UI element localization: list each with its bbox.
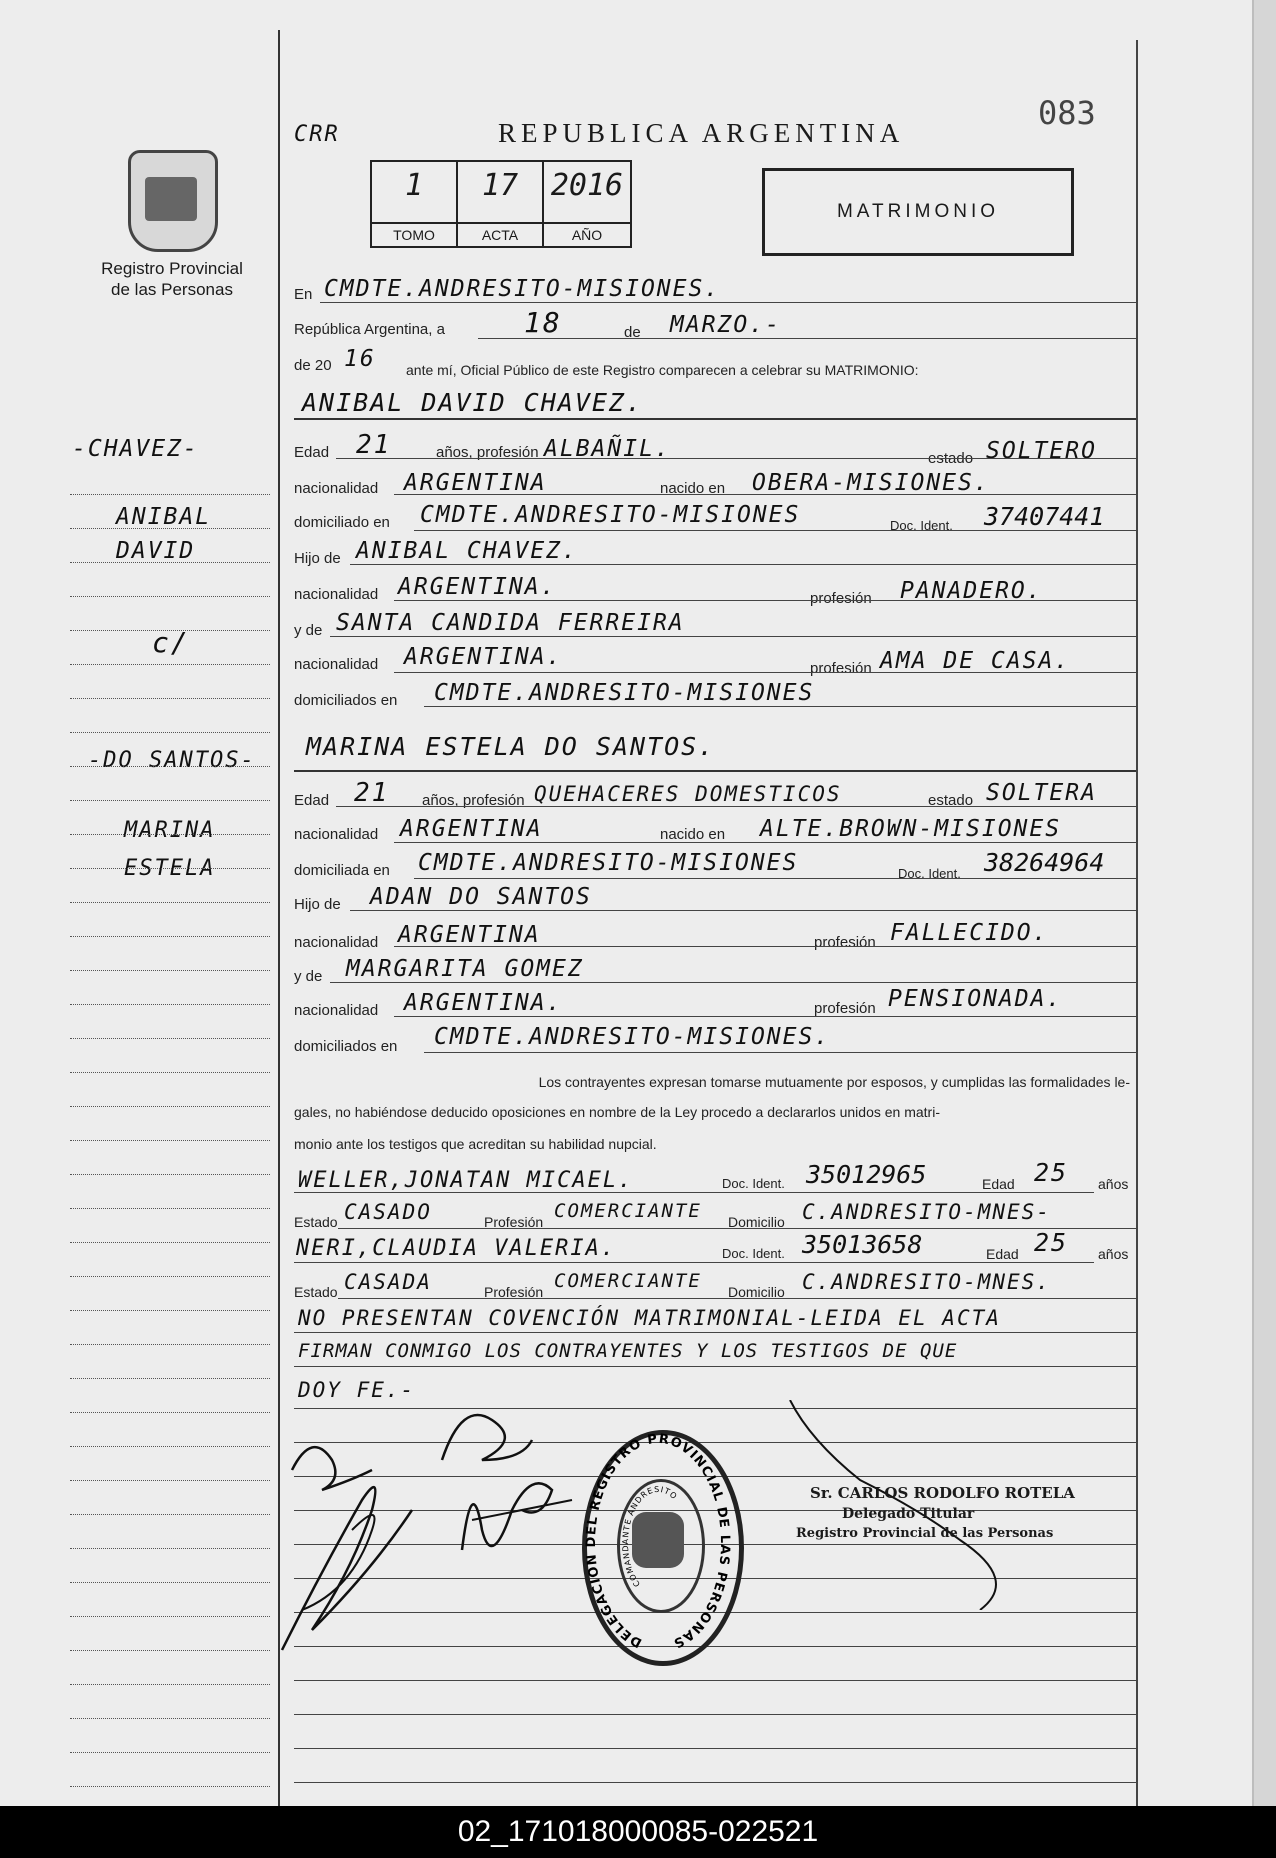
official-title: Delegado Titular [842, 1506, 975, 1522]
witness1-doc: 35012965 [806, 1160, 927, 1189]
year-prefix: de 20 [294, 357, 332, 374]
groom-birthplace: OBERA-MISIONES. [752, 470, 990, 496]
bride-doc-label: Doc. Ident. [898, 866, 961, 881]
groom-edad-label: Edad [294, 444, 330, 461]
bride-father-nac-label: nacionalidad [294, 934, 379, 951]
declaration-line3: monio ante los testigos que acreditan su habilidad nupcial. [294, 1136, 657, 1152]
right-rule [1136, 40, 1138, 1806]
margin-rule-line [70, 1004, 270, 1005]
margin-rule-line [70, 596, 270, 597]
margin-rule-line [70, 1106, 270, 1107]
margin-connector: c/ [152, 626, 190, 659]
margin-rule-line [70, 494, 270, 495]
ano-value: 2016 [550, 168, 624, 203]
margin-groom-name-1: ANIBAL [116, 504, 212, 530]
registry-name-line2: de las Personas [111, 280, 233, 299]
groom-yde-label: y de [294, 622, 323, 639]
file-id-footer: 02_171018000085-022521 [0, 1806, 1276, 1858]
margin-bride-name-1: MARINA [124, 818, 216, 843]
place: CMDTE.ANDRESITO-MISIONES. [324, 276, 721, 302]
margin-rule-line [70, 1650, 270, 1651]
witness2-name: NERI,CLAUDIA VALERIA. [296, 1236, 617, 1261]
registry-name [80, 258, 264, 300]
registry-name-line1: Registro Provincial [101, 259, 243, 278]
margin-rule-line [70, 1310, 270, 1311]
bride-mother-prof-label: profesión [814, 1000, 876, 1017]
page-number: 083 [1038, 94, 1096, 132]
bride-profession: QUEHACERES DOMESTICOS [534, 782, 842, 806]
margin-rule-line [70, 834, 270, 835]
en-label: En [294, 286, 313, 303]
bride-mother-nationality: ARGENTINA. [404, 990, 563, 1016]
witness1-status: CASADO [344, 1200, 432, 1224]
bride-edad-label: Edad [294, 792, 330, 809]
bride-anos-profesion-label: años, profesión [422, 792, 525, 809]
witness2-domicilio-label: Domicilio [728, 1284, 785, 1300]
groom-doc-label: Doc. Ident. [890, 518, 953, 533]
witness2-age: 25 [1034, 1228, 1069, 1257]
groom-anos-profesion-label: años, profesión [436, 444, 539, 461]
bride-name: MARINA ESTELA DO SANTOS. [306, 732, 716, 761]
margin-rule-line [70, 766, 270, 767]
bride-father-nationality: ARGENTINA [398, 922, 541, 948]
groom-status: SOLTERO [986, 438, 1097, 464]
groom-mother-nationality: ARGENTINA. [404, 644, 563, 670]
bride-status: SOLTERA [986, 780, 1097, 806]
margin-rule-line [70, 1718, 270, 1719]
republica-label: República Argentina, a [294, 321, 445, 338]
margin-rule-line [70, 1242, 270, 1243]
groom-father-prof-label: profesión [810, 590, 872, 607]
margin-rule-line [70, 1072, 270, 1073]
witness2-profesion-label: Profesión [484, 1284, 544, 1300]
groom-domiciliado-label: domiciliado en [294, 514, 390, 531]
bride-domicile: CMDTE.ANDRESITO-MISIONES [418, 850, 799, 876]
groom-domicile: CMDTE.ANDRESITO-MISIONES [420, 502, 801, 528]
year-suffix: 16 [344, 346, 376, 372]
body-rule-line [294, 1680, 1136, 1681]
record-type-box: MATRIMONIO [762, 168, 1074, 256]
margin-rule-line [70, 1616, 270, 1617]
scribble-1 [302, 1515, 375, 1610]
bride-yde-label: y de [294, 968, 323, 985]
notes-line1: NO PRESENTAN COVENCIÓN MATRIMONIAL-LEIDA EL ACTA [298, 1306, 1001, 1330]
margin-rule-line [70, 902, 270, 903]
signatures-graphic [262, 1410, 602, 1660]
witness2-signature [462, 1483, 552, 1550]
margin-rule-line [70, 1514, 270, 1515]
groom-mother-nac-label: nacionalidad [294, 656, 379, 673]
witness2-doc: 35013658 [802, 1230, 923, 1259]
declaration-line2: gales, no habiéndose deducido oposiciones en nombre de la Ley procedo a declararlos unidos en matri- [294, 1104, 940, 1120]
witness1-signature [442, 1415, 532, 1460]
groom-signature [292, 1447, 372, 1490]
tomo-label: TOMO [372, 222, 456, 246]
margin-rule-line [70, 664, 270, 665]
acta-label: ACTA [458, 222, 542, 246]
month: MARZO.- [670, 312, 781, 338]
witness2-edad-label: Edad [986, 1246, 1019, 1262]
margin-rule-line [70, 1446, 270, 1447]
day: 18 [524, 306, 562, 339]
groom-father-profession: PANADERO. [900, 578, 1043, 604]
margin-rule-line [70, 698, 270, 699]
witness1-anos-label: años [1098, 1176, 1129, 1192]
tomo-acta-ano-box [370, 160, 632, 248]
tomo-cell [372, 162, 458, 246]
bride-birthplace: ALTE.BROWN-MISIONES [760, 816, 1062, 842]
groom-nationality: ARGENTINA [404, 470, 547, 496]
margin-rule-line [70, 1548, 270, 1549]
seal-outer-text: DELEGACION DEL REGISTRO PROVINCIAL DE LAS PERSONAS [584, 1431, 733, 1651]
groom-father: ANIBAL CHAVEZ. [356, 538, 578, 564]
groom-domiciliados-label: domiciliados en [294, 692, 398, 709]
bride-mother: MARGARITA GOMEZ [346, 956, 584, 982]
witness2-status: CASADA [344, 1270, 432, 1294]
witness1-name: WELLER,JONATAN MICAEL. [298, 1168, 634, 1193]
province-crest-logo [128, 150, 218, 252]
witness1-estado-label: Estado [294, 1214, 338, 1230]
witness1-edad-label: Edad [982, 1176, 1015, 1192]
margin-rule-line [70, 562, 270, 563]
witness1-domicilio-label: Domicilio [728, 1214, 785, 1230]
groom-mother-prof-label: profesión [810, 660, 872, 677]
margin-rule-line [70, 936, 270, 937]
margin-rule-line [70, 868, 270, 869]
witness2-domicile: C.ANDRESITO-MNES. [802, 1270, 1051, 1294]
witness2-anos-label: años [1098, 1246, 1129, 1262]
groom-mother-profession: AMA DE CASA. [880, 648, 1071, 674]
bride-mother-nac-label: nacionalidad [294, 1002, 379, 1019]
margin-rule-line [70, 1480, 270, 1481]
ano-label: AÑO [544, 222, 630, 246]
bride-father: ADAN DO SANTOS [370, 884, 592, 910]
bride-nacionalidad-label: nacionalidad [294, 826, 379, 843]
bride-domiciliados-label: domiciliados en [294, 1038, 398, 1055]
initials: CRR [294, 122, 340, 147]
margin-rule-line [70, 1174, 270, 1175]
groom-nacionalidad-label: nacionalidad [294, 480, 379, 497]
de-label: de [624, 324, 641, 341]
groom-name: ANIBAL DAVID CHAVEZ. [302, 388, 644, 417]
ante-text: ante mí, Oficial Público de este Registro comparecen a celebrar su MATRIMONIO: [406, 362, 919, 378]
bride-doc: 38264964 [984, 848, 1105, 877]
margin-groom-surname: -CHAVEZ- [72, 436, 199, 462]
witness2-estado-label: Estado [294, 1284, 338, 1300]
bride-nacido-label: nacido en [660, 826, 726, 843]
witness1-domicile: C.ANDRESITO-MNES- [802, 1200, 1051, 1224]
bride-signature [282, 1487, 412, 1650]
witness2-profession: COMERCIANTE [554, 1270, 702, 1292]
official-signature-graphic [780, 1400, 1050, 1610]
book-edge [1252, 0, 1276, 1806]
bride-estado-label: estado [928, 792, 974, 809]
margin-rule-line [70, 732, 270, 733]
witness1-doc-label: Doc. Ident. [722, 1176, 785, 1191]
margin-rule-line [70, 970, 270, 971]
margin-rule-line [70, 1140, 270, 1141]
witness1-age: 25 [1034, 1158, 1069, 1187]
margin-rule-line [70, 800, 270, 801]
margin-rule-line [70, 630, 270, 631]
seal-inner-text: COMANDANTE ANDRESITO [621, 1484, 680, 1589]
official-name: Sr. CARLOS RODOLFO ROTELA [810, 1484, 1075, 1502]
margin-rule-line [70, 1752, 270, 1753]
groom-estado-label: estado [928, 450, 974, 467]
margin-bride-surname: -DO SANTOS- [88, 748, 256, 773]
groom-father-nationality: ARGENTINA. [398, 574, 557, 600]
bride-age: 21 [354, 778, 390, 808]
margin-bride-name-2: ESTELA [124, 856, 216, 881]
notes-line2: FIRMAN CONMIGO LOS CONTRAYENTES Y LOS TESTIGOS DE QUE [298, 1340, 958, 1362]
groom-age: 21 [356, 430, 392, 460]
margin-rule-line [70, 528, 270, 529]
groom-hijo-label: Hijo de [294, 550, 341, 567]
declaration-line1: Los contrayentes expresan tomarse mutuamente por esposos, y cumplidas las formalidades le- [538, 1074, 1130, 1090]
acta-value: 17 [481, 168, 519, 203]
body-rule-line [294, 1782, 1136, 1783]
witness1-profesion-label: Profesión [484, 1214, 544, 1230]
margin-rule-line [70, 1684, 270, 1685]
margin-rule-line [70, 1344, 270, 1345]
bride-nationality: ARGENTINA [400, 816, 543, 842]
tomo-value: 1 [404, 168, 424, 203]
bride-domiciliada-label: domiciliada en [294, 862, 390, 879]
groom-profession: ALBAÑIL. [544, 436, 671, 462]
acta-cell [458, 162, 544, 246]
bride-father-profession: FALLECIDO. [890, 920, 1049, 946]
margin-rule-line [70, 1786, 270, 1787]
ano-cell [544, 162, 630, 246]
groom-doc: 37407441 [984, 502, 1105, 531]
signature-stroke [472, 1500, 572, 1520]
margin-rule-line [70, 1276, 270, 1277]
margin-groom-name-2: DAVID [116, 538, 196, 564]
margin-rule-line [70, 1582, 270, 1583]
witness2-doc-label: Doc. Ident. [722, 1246, 785, 1261]
groom-father-nac-label: nacionalidad [294, 586, 379, 603]
witness1-profession: COMERCIANTE [554, 1200, 702, 1222]
groom-parents-domicile: CMDTE.ANDRESITO-MISIONES [434, 680, 815, 706]
bride-mother-profession: PENSIONADA. [888, 986, 1063, 1012]
country-heading: REPUBLICA ARGENTINA [498, 118, 905, 148]
bride-hijo-label: Hijo de [294, 896, 341, 913]
margin-rule-line [70, 1412, 270, 1413]
official-office: Registro Provincial de las Personas [796, 1526, 1054, 1541]
bride-parents-domicile: CMDTE.ANDRESITO-MISIONES. [434, 1024, 831, 1050]
groom-mother: SANTA CANDIDA FERREIRA [336, 610, 685, 636]
bride-father-prof-label: profesión [814, 934, 876, 951]
body-rule-line [294, 1748, 1136, 1749]
notes-line3: DOY FE.- [298, 1378, 416, 1402]
groom-nacido-label: nacido en [660, 480, 726, 497]
body-rule-line [294, 1714, 1136, 1715]
margin-rule-line [70, 1038, 270, 1039]
margin-rule-line [70, 1208, 270, 1209]
margin-rule-line [70, 1378, 270, 1379]
seal-lettering [582, 1430, 734, 1656]
